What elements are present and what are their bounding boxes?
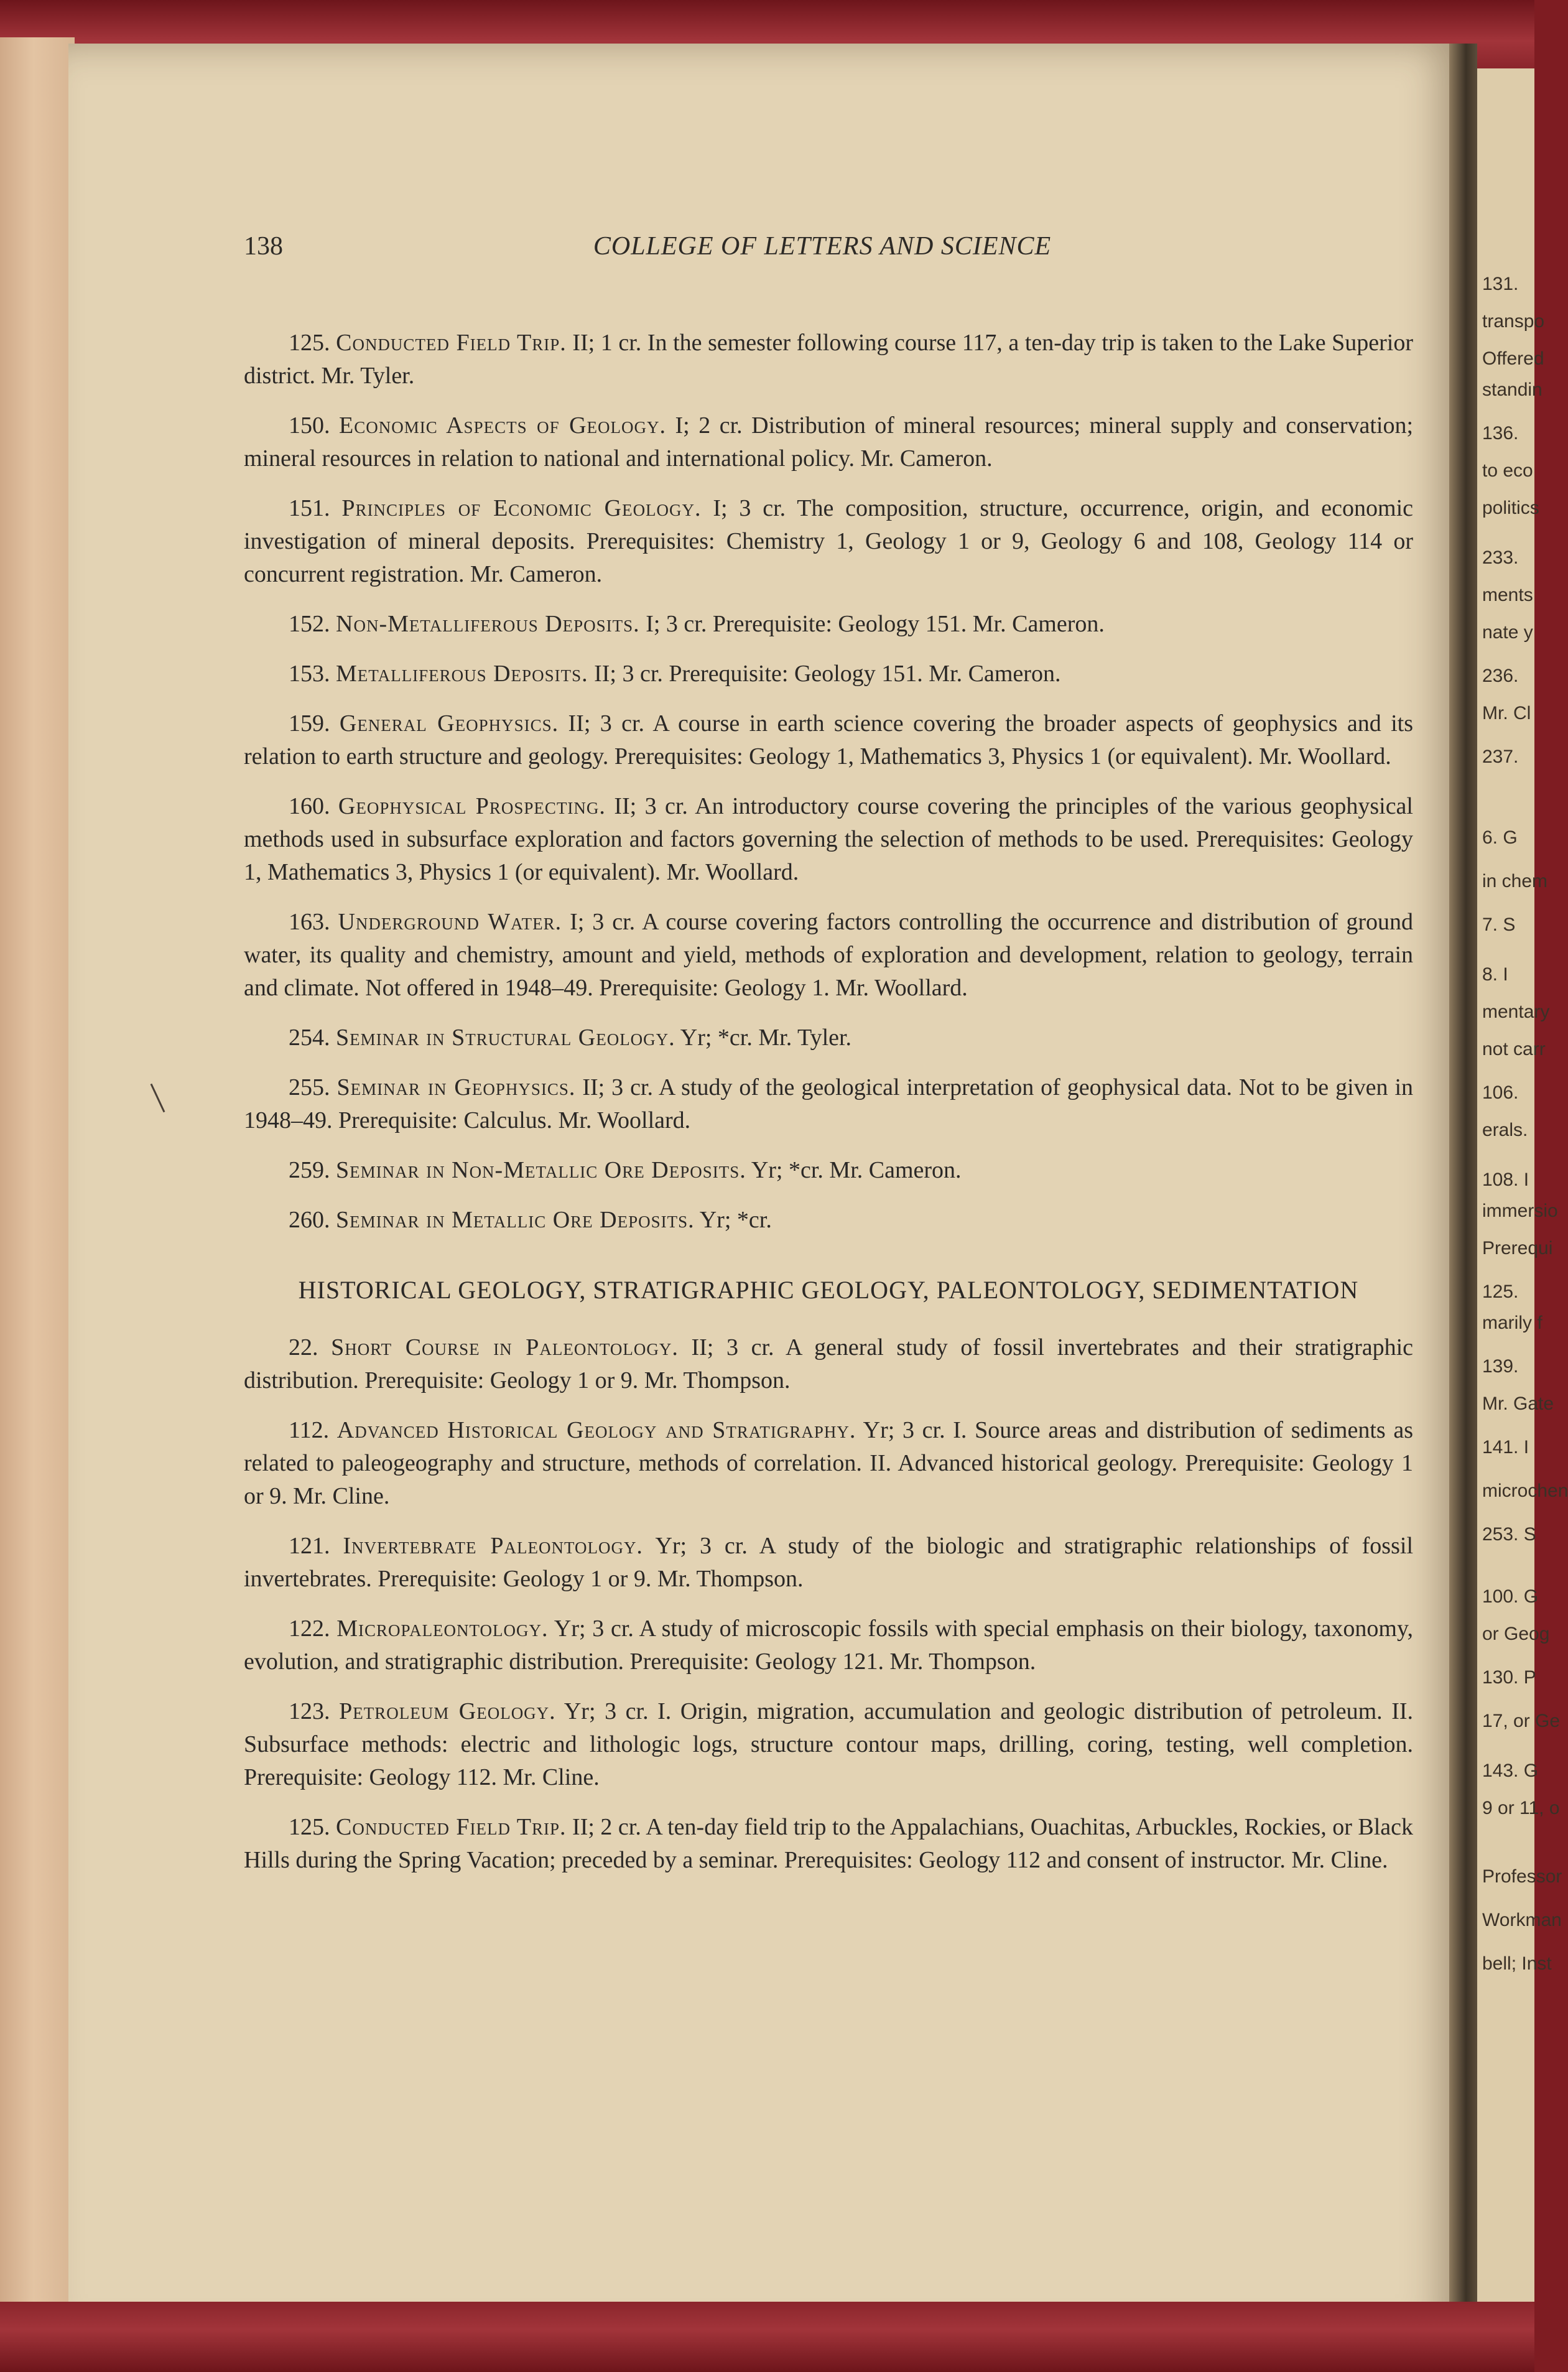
course-number: 153. xyxy=(289,661,330,687)
adjacent-page-fragment: 7. S xyxy=(1482,914,1516,935)
adjacent-page-fragment: 106. xyxy=(1482,1082,1519,1103)
page-edge-left xyxy=(0,37,75,2339)
course-entry xyxy=(244,492,1413,591)
course-number: 125. xyxy=(289,1814,330,1840)
adjacent-page-fragment: 253. S xyxy=(1482,1524,1536,1545)
course-description: Yr; *cr. xyxy=(699,1207,772,1233)
adjacent-page-fragment: 108. I xyxy=(1482,1170,1529,1190)
adjacent-page-fragment: mentary xyxy=(1482,1002,1550,1022)
course-title: Conducted Field Trip. xyxy=(336,1814,567,1840)
course-title: Metalliferous Deposits. xyxy=(336,661,588,687)
course-description: Yr; 3 cr. A study of microscopic fossils with special emphasis on their biology, taxonomy, evolution, and stratigraphic distribution. Prerequisite: Geology 121. Mr. Thompson. xyxy=(244,1616,1414,1675)
course-description: Yr; 3 cr. A study of the biologic and stratigraphic relationships of fossil invertebrates. Prerequisite: Geology 1 or 9. Mr. Thompson. xyxy=(244,1533,1414,1592)
adjacent-page xyxy=(1477,68,1568,2302)
adjacent-page-fragment: ments xyxy=(1482,585,1533,605)
course-title: Conducted Field Trip. xyxy=(336,330,567,356)
course-title: Seminar in Geophysics. xyxy=(336,1074,576,1100)
course-entry xyxy=(244,1695,1413,1794)
course-list-historical-geology xyxy=(244,1331,1413,1877)
course-description: II; 3 cr. A general study of fossil invertebrates and their stratigraphic distribution. Prerequisite: Geology 1 or 9. Mr. Thompson. xyxy=(244,1334,1414,1393)
course-number: 121. xyxy=(289,1533,330,1559)
course-number: 163. xyxy=(289,909,330,935)
running-title: COLLEGE OF LETTERS AND SCIENCE xyxy=(593,232,1052,261)
course-entry xyxy=(244,707,1413,773)
course-entry xyxy=(244,1414,1413,1513)
adjacent-page-fragment: marily f xyxy=(1482,1313,1542,1333)
course-description: II; 3 cr. A course in earth science covering the broader aspects of geophysics and its relation to earth structure and geology. Prerequisites: Geology 1, Mathematics 3, Physics 1 (or equivalent). Mr. Woollard. xyxy=(244,710,1414,770)
adjacent-page-fragment: Offered xyxy=(1482,348,1544,369)
adjacent-page-fragment: politics xyxy=(1482,498,1539,518)
course-title: Seminar in Non-Metallic Ore Deposits. xyxy=(336,1157,746,1183)
course-title: Principles of Economic Geology. xyxy=(341,495,702,521)
course-description: Yr; *cr. Mr. Cameron. xyxy=(751,1157,962,1183)
course-title: General Geophysics. xyxy=(339,710,559,737)
course-number: 122. xyxy=(289,1616,330,1642)
adjacent-page-fragment: bell; Inst xyxy=(1482,1953,1552,1974)
adjacent-page-fragment: to eco xyxy=(1482,460,1533,481)
course-description: II; 3 cr. A study of the geological interpretation of geophysical data. Not to be given in 1948–49. Prerequisite: Calculus. Mr. Woollard. xyxy=(244,1074,1414,1133)
course-description: II; 1 cr. In the semester following course 117, a ten-day trip is taken to the Lake Superior district. Mr. Tyler. xyxy=(244,330,1414,389)
course-title: Economic Aspects of Geology. xyxy=(339,412,667,439)
course-description: I; 3 cr. Prerequisite: Geology 151. Mr. Cameron. xyxy=(646,611,1105,637)
course-entry xyxy=(244,1811,1413,1877)
adjacent-page-fragment: 143. G xyxy=(1482,1760,1539,1781)
adjacent-page-fragment: 9 or 11, o xyxy=(1482,1798,1560,1818)
course-entry xyxy=(244,409,1413,475)
adjacent-page-fragment: 236. xyxy=(1482,666,1519,686)
adjacent-page-fragment: immersio xyxy=(1482,1201,1558,1221)
course-entry xyxy=(244,1154,1413,1187)
course-number: 255. xyxy=(289,1074,330,1100)
adjacent-page-fragment: Mr. Gate xyxy=(1482,1393,1554,1414)
course-entry xyxy=(244,790,1413,889)
course-title: Advanced Historical Geology and Stratigraphy. xyxy=(336,1417,856,1443)
course-title: Geophysical Prospecting. xyxy=(338,793,606,819)
page-header xyxy=(244,231,1401,269)
adjacent-page-fragment: 237. xyxy=(1482,746,1519,767)
course-description: I; 3 cr. A course covering factors controlling the occurrence and distribution of ground water, its quality and chemistry, amount and yield, methods of exploration and development, relation to geology, terrain and climate. Not offered in 1948–49. Prerequisite: Geology 1. Mr. Woollard. xyxy=(244,909,1413,1001)
adjacent-page-fragment: 136. xyxy=(1482,423,1519,444)
course-title: Non-Metalliferous Deposits. xyxy=(336,611,640,637)
adjacent-page-fragment: Mr. Cl xyxy=(1482,703,1531,723)
course-entry xyxy=(244,1204,1413,1237)
course-entry xyxy=(244,658,1413,691)
adjacent-page-fragment: nate y xyxy=(1482,622,1533,643)
adjacent-page-fragment: Professor xyxy=(1482,1866,1562,1887)
adjacent-page-fragment: 233. xyxy=(1482,547,1519,568)
book-cover-bottom xyxy=(0,2302,1534,2372)
course-title: Petroleum Geology. xyxy=(339,1698,556,1724)
course-number: 151. xyxy=(289,495,330,521)
course-list-geology-economic xyxy=(244,327,1413,1237)
adjacent-page-fragment: in chem xyxy=(1482,871,1548,891)
adjacent-page-fragment: transpo xyxy=(1482,311,1545,332)
course-description: I; 3 cr. The composition, structure, occurrence, origin, and economic investigation of mineral deposits. Prerequisites: Chemistry 1, Geology 1 or 9, Geology 6 and 108, Geology 114 or concurrent registration. Mr. Cameron. xyxy=(244,495,1414,587)
course-description: II; 2 cr. A ten-day field trip to the Appalachians, Ouachitas, Arbuckles, Rockies, or Black Hills during the Spring Vacation; preceded by a seminar. Prerequisites: Geology 112 and consent of instructor. Mr. Cline. xyxy=(244,1814,1414,1873)
course-number: 152. xyxy=(289,611,330,637)
page-content xyxy=(244,327,1413,1894)
course-number: 259. xyxy=(289,1157,330,1183)
course-number: 112. xyxy=(289,1417,330,1443)
adjacent-page-fragment: 125. xyxy=(1482,1281,1519,1302)
course-description: Yr; 3 cr. I. Origin, migration, accumulation and geologic distribution of petroleum. II. Subsurface methods: electric and lithologic logs, structure contour maps, drilling, coring, testing, well completion. Prerequisite: Geology 112. Mr. Cline. xyxy=(244,1698,1414,1790)
course-number: 159. xyxy=(289,710,330,737)
adjacent-page-fragment: microchen xyxy=(1482,1481,1568,1501)
course-entry xyxy=(244,608,1413,641)
course-number: 123. xyxy=(289,1698,330,1724)
course-number: 22. xyxy=(289,1334,318,1360)
adjacent-page-fragment: 100. G xyxy=(1482,1586,1539,1607)
section-heading: HISTORICAL GEOLOGY, STRATIGRAPHIC GEOLOGY, PALEONTOLOGY, SEDIMENTATION xyxy=(298,1276,1359,1304)
adjacent-page-fragment: or Geog xyxy=(1482,1624,1550,1644)
book-gutter xyxy=(1449,44,1477,2339)
course-title: Micropaleontology. xyxy=(336,1616,549,1642)
adjacent-page-fragment: 8. I xyxy=(1482,964,1508,985)
course-entry xyxy=(244,1612,1413,1678)
course-description: I; 2 cr. Distribution of mineral resources; mineral supply and conservation; mineral resources in relation to national and international policy. Mr. Cameron. xyxy=(244,412,1413,472)
course-title: Short Course in Paleontology. xyxy=(331,1334,679,1360)
adjacent-page-fragment: Prerequi xyxy=(1482,1238,1553,1258)
course-description: II; 3 cr. An introductory course covering the principles of the various geophysical methods used in subsurface exploration and factors governing the selection of methods to be used. Prerequisites: Geology 1, Mathematics 3, Physics 1 (or equivalent). Mr. Woollard. xyxy=(244,793,1413,885)
adjacent-page-fragment: 139. xyxy=(1482,1356,1519,1377)
course-entry xyxy=(244,906,1413,1005)
adjacent-page-fragment: not carr xyxy=(1482,1039,1546,1059)
adjacent-page-fragment: standin xyxy=(1482,379,1542,400)
course-number: 150. xyxy=(289,412,330,439)
adjacent-page-fragment: 17, or Ge xyxy=(1482,1711,1561,1731)
course-entry xyxy=(244,1071,1413,1137)
adjacent-page-fragment: 130. P xyxy=(1482,1667,1536,1688)
page-number: 138 xyxy=(244,232,283,261)
course-description: II; 3 cr. Prerequisite: Geology 151. Mr. Cameron. xyxy=(594,661,1061,687)
course-entry xyxy=(244,1331,1413,1397)
course-number: 160. xyxy=(289,793,330,819)
course-title: Invertebrate Paleontology. xyxy=(343,1533,643,1559)
course-title: Seminar in Structural Geology. xyxy=(336,1025,675,1051)
course-number: 254. xyxy=(289,1025,330,1051)
course-entry xyxy=(244,1021,1413,1054)
course-title: Seminar in Metallic Ore Deposits. xyxy=(336,1207,695,1233)
course-title: Underground Water. xyxy=(338,909,562,935)
adjacent-page-fragment: 6. G xyxy=(1482,827,1518,848)
course-number: 125. xyxy=(289,330,330,356)
course-entry xyxy=(244,327,1413,393)
adjacent-page-fragment: erals. xyxy=(1482,1120,1528,1140)
course-entry xyxy=(244,1530,1413,1596)
course-number: 260. xyxy=(289,1207,330,1233)
adjacent-page-fragment: 141. I xyxy=(1482,1437,1529,1458)
course-description: Yr; 3 cr. I. Source areas and distribution of sediments as related to paleogeography and structure, methods of correlation. II. Advanced historical geology. Prerequisite: Geology 1 or 9. Mr. Cline. xyxy=(244,1417,1414,1509)
course-description: Yr; *cr. Mr. Tyler. xyxy=(680,1025,852,1051)
adjacent-page-fragment: Workman xyxy=(1482,1910,1562,1930)
adjacent-page-fragment: 131. xyxy=(1482,274,1519,294)
